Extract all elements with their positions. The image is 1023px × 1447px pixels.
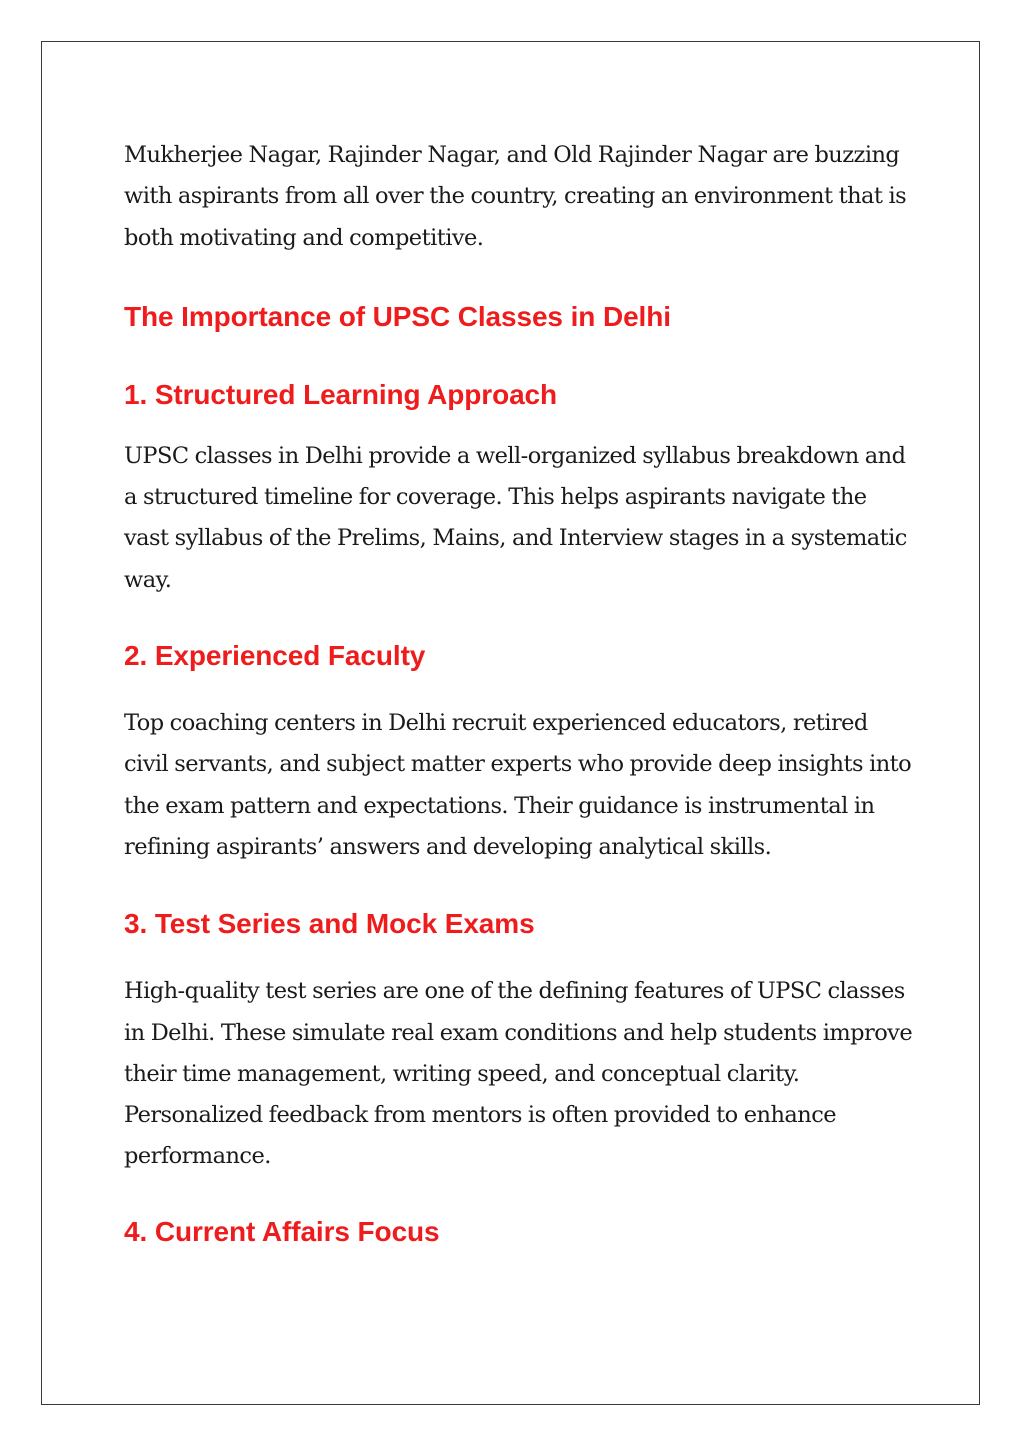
section-heading-test-series: 3. Test Series and Mock Exams <box>124 908 535 940</box>
page-content <box>124 135 914 1249</box>
document-page <box>41 41 980 1405</box>
section-body-test-series: High-quality test series are one of the defining features of UPSC classes in Delhi. These simulate real exam conditions and help students improve their time management, writing speed, and conceptual clarity. Personalized feedback from mentors is often provided to enhance performance. <box>124 978 913 1170</box>
section-heading-current-affairs: 4. Current Affairs Focus <box>124 1215 440 1247</box>
section-heading-structured-learning: 1. Structured Learning Approach <box>124 378 558 410</box>
section-body-experienced-faculty: Top coaching centers in Delhi recruit experienced educators, retired civil servants, and subject matter experts who provide deep insights into the exam pattern and expectations. Their guidance is instrumental in refining aspirants’ answers and developing analytical skills. <box>124 710 912 860</box>
main-heading: The Importance of UPSC Classes in Delhi <box>124 300 671 332</box>
section-body-structured-learning: UPSC classes in Delhi provide a well-organized syllabus breakdown and a structured timeline for coverage. This helps aspirants navigate the vast syllabus of the Prelims, Mains, and Interview stages in a systematic way. <box>124 442 907 593</box>
intro-paragraph: Mukherjee Nagar, Rajinder Nagar, and Old Rajinder Nagar are buzzing with aspirants from all over the country, creating an environment that is both motivating and competitive. <box>124 142 907 251</box>
section-heading-experienced-faculty: 2. Experienced Faculty <box>124 640 426 672</box>
